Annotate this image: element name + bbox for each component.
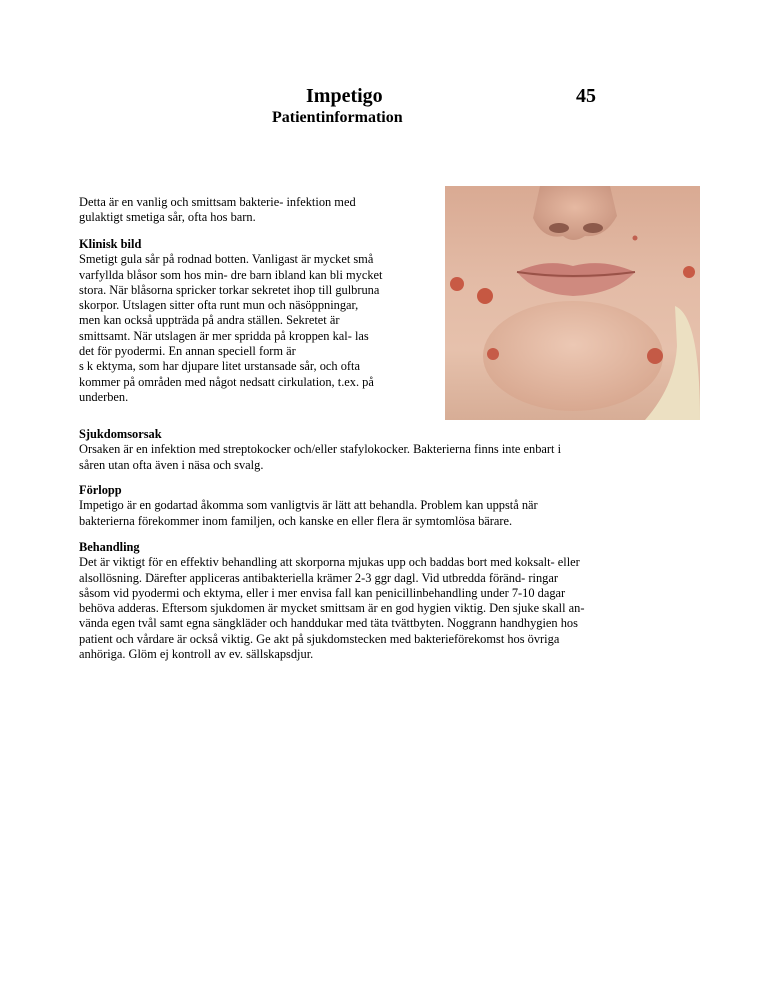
section-line: bakterierna förekommer inom familjen, och kanske en eller flera är symtomlösa bärare. [79, 513, 513, 528]
section-line: stora. När blåsorna spricker torkar sekretet ihop till gulbruna [79, 282, 380, 297]
intro-line: Detta är en vanlig och smittsam bakterie- infektion med [79, 195, 356, 209]
section-line: det för pyodermi. En annan speciell form är [79, 344, 296, 359]
section-heading: Sjukdomsorsak [79, 427, 162, 441]
nostril-right [583, 223, 603, 233]
section-line: Det är viktigt för en effektiv behandling att skorporna mjukas upp och baddas bort med koksalt- eller [79, 555, 580, 570]
section-line: Orsaken är en infektion med streptokocker och/eller stafylokocker. Bakterierna finns inte enbart i [79, 442, 562, 457]
section-line: underben. [79, 389, 129, 404]
section-line: Smetigt gula sår på rodnad botten. Vanligast är mycket små [79, 252, 374, 267]
section-line: såsom vid pyodermi och ektyma, eller i mer envisa fall kan penicillinbehandling under 7-10 dagar [79, 585, 566, 600]
section-behandling [79, 540, 679, 662]
page-title: Impetigo [306, 85, 383, 107]
section-forlopp [79, 483, 679, 529]
page-number: 45 [576, 85, 596, 107]
lesion-spot [477, 288, 493, 304]
lesion-spot [633, 236, 638, 241]
intro-paragraph [79, 195, 439, 226]
section-line: behöva adderas. Eftersom sjukdomen är mycket smittsam är en god hygien viktig. Den sjuke skall an- [79, 601, 585, 616]
nose-shape [533, 186, 617, 240]
page-subtitle: Patientinformation [272, 109, 403, 126]
section-heading: Klinisk bild [79, 237, 142, 251]
section-line: alsollösning. Därefter appliceras antibakteriella krämer 2-3 ggr dagl. Vid utbredda föränd- ringar [79, 570, 558, 585]
lesion-spot [683, 266, 695, 278]
chin [483, 301, 663, 411]
section-heading: Förlopp [79, 483, 122, 497]
section-line: varfyllda blåsor som hos min- dre barn ibland kan bli mycket [79, 267, 383, 282]
section-klinisk-bild [79, 237, 439, 405]
nostril-left [549, 223, 569, 233]
section-sjukdomsorsak [79, 427, 679, 473]
face-illustration [445, 186, 700, 420]
lesion-spot [487, 348, 499, 360]
section-line: patient och vårdare är också viktig. Ge akt på sjukdomstecken med bakterieförekomst hos övriga [79, 631, 560, 646]
impetigo-photo [445, 186, 700, 420]
intro-line: gulaktigt smetiga sår, ofta hos barn. [79, 210, 256, 225]
section-line: smittsamt. När utslagen är mer spridda på kroppen kal- las [79, 328, 369, 343]
section-line: Impetigo är en godartad åkomma som vanligtvis är lätt att behandla. Problem kan uppstå när [79, 498, 538, 513]
section-line: såren utan ofta även i näsa och svalg. [79, 457, 264, 472]
section-line: men kan också uppträda på andra ställen. Sekretet är [79, 313, 340, 328]
lesion-spot [647, 348, 663, 364]
section-line: vända egen tvål samt egna sängkläder och handdukar med täta tvättbyten. Noggrann handhygien hos [79, 616, 578, 631]
section-line: kommer på områden med något nedsatt cirkulation, t.ex. på [79, 374, 374, 389]
section-line: s k ektyma, som har djupare litet urstansade sår, och ofta [79, 359, 360, 374]
lesion-spot [450, 277, 464, 291]
section-line: anhöriga. Glöm ej kontroll av ev. sällskapsdjur. [79, 647, 314, 662]
section-heading: Behandling [79, 540, 140, 554]
section-line: skorpor. Utslagen sitter ofta runt mun och näsöppningar, [79, 298, 359, 313]
